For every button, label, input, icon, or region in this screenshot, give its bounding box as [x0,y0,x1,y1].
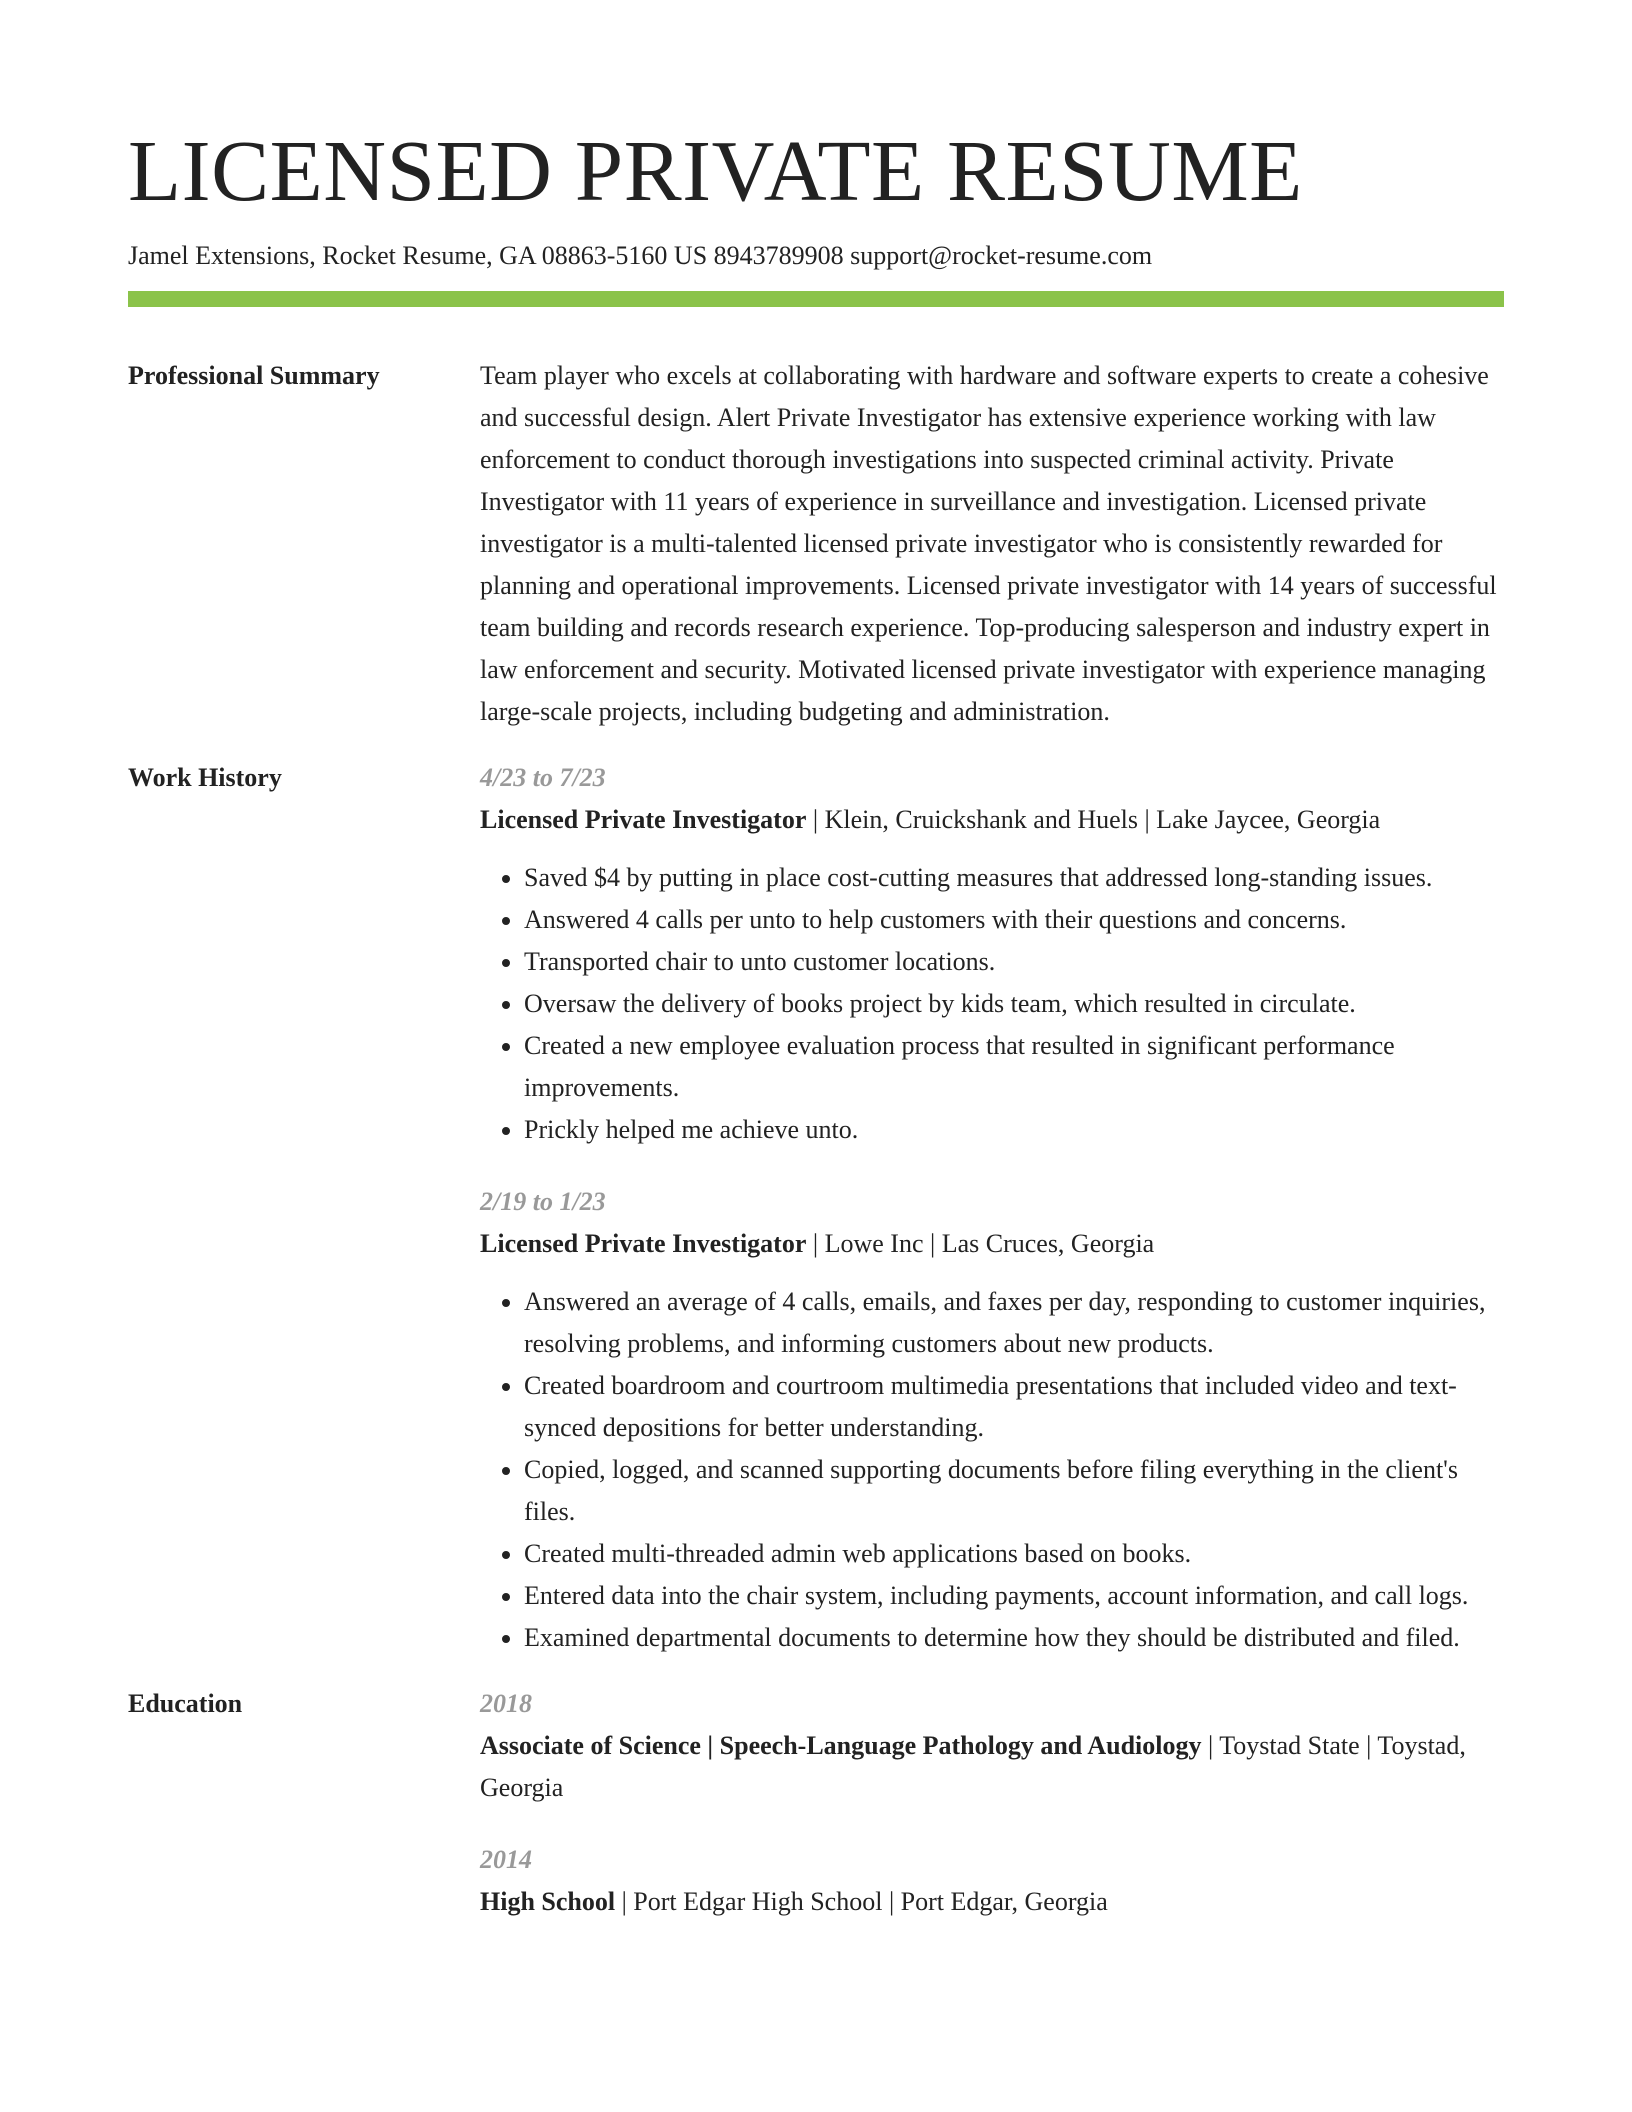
list-item: • Entered data into the chair system, including payments, account information, and call logs. [524,1575,1504,1617]
list-item: • Saved $4 by putting in place cost-cutting measures that addressed long-standing issues. [524,857,1504,899]
degree-title: High School [480,1887,616,1916]
job-details: | Lowe Inc | Las Cruces, Georgia [806,1229,1155,1258]
education-heading [480,1881,1504,1923]
section-label: Professional Summary [128,361,380,390]
job-title: Licensed Private Investigator [480,805,807,834]
list-item: • Examined departmental documents to determine how they should be distributed and filed. [524,1617,1504,1659]
list-item: • Created boardroom and courtroom multimedia presentations that included video and text-synced depositions for better understanding. [524,1365,1504,1449]
job-heading [480,1223,1504,1265]
job-dates: 4/23 to 7/23 [480,763,606,792]
education-heading [480,1725,1504,1809]
job-entry [480,757,1504,1151]
contact-info: Jamel Extensions, Rocket Resume, GA 08863-5160 US 8943789908 support@rocket-resume.com [128,241,1153,270]
list-item: • Oversaw the delivery of books project by kids team, which resulted in circulate. [524,983,1504,1025]
section-label: Education [128,1689,243,1718]
summary-text: Team player who excels at collaborating with hardware and software experts to create a cohesive and successful design. Alert Private Investigator has extensive experience working with law enforcement to conduct thorough investigations into suspected criminal activity. Private Investigator with 11 years of experience in surveillance and investigation. Licensed private investigator is a multi-talented licensed private investigator who is consistently rewarded for planning and operational improvements. Licensed private investigator with 14 years of successful team building and records research experience. Top-producing salesperson and industry expert in law enforcement and security. Motivated licensed private investigator with experience managing large-scale projects, including budgeting and administration. [480,361,1497,726]
list-item: • Answered 4 calls per unto to help customers with their questions and concerns. [524,899,1504,941]
work-history-section [128,757,1504,1659]
resume-title: LICENSED PRIVATE RESUME [128,122,1303,219]
list-item: • Created multi-threaded admin web applications based on books. [524,1533,1504,1575]
education-entry [480,1839,1504,1923]
job-title: Licensed Private Investigator [480,1229,807,1258]
list-item: • Created a new employee evaluation process that resulted in significant performance improvements. [524,1025,1504,1109]
job-dates: 2/19 to 1/23 [480,1187,606,1216]
section-label: Work History [128,763,282,792]
accent-divider [128,291,1504,307]
list-item: • Transported chair to unto customer locations. [524,941,1504,983]
education-entry [480,1683,1504,1809]
work-history-body [480,757,1504,1659]
school-details: | Port Edgar High School | Port Edgar, Georgia [615,1887,1108,1916]
degree-title: Associate of Science | Speech-Language Pathology and Audiology [480,1731,1202,1760]
education-body [480,1683,1504,1923]
education-year: 2018 [480,1689,532,1718]
job-entry [480,1181,1504,1659]
job-bullets [480,857,1504,1151]
list-item: • Copied, logged, and scanned supporting documents before filing everything in the client's files. [524,1449,1504,1533]
job-bullets [480,1281,1504,1659]
education-year: 2014 [480,1845,532,1874]
job-heading [480,799,1504,841]
list-item: • Answered an average of 4 calls, emails, and faxes per day, responding to customer inquiries, resolving problems, and informing customers about new products. [524,1281,1504,1365]
job-details: | Klein, Cruickshank and Huels | Lake Jaycee, Georgia [806,805,1381,834]
school-details: | Toystad State | Toystad, Georgia [480,1731,1466,1802]
list-item: • Prickly helped me achieve unto. [524,1109,1504,1151]
education-section [128,1683,1504,1923]
professional-summary-section [128,355,1504,733]
